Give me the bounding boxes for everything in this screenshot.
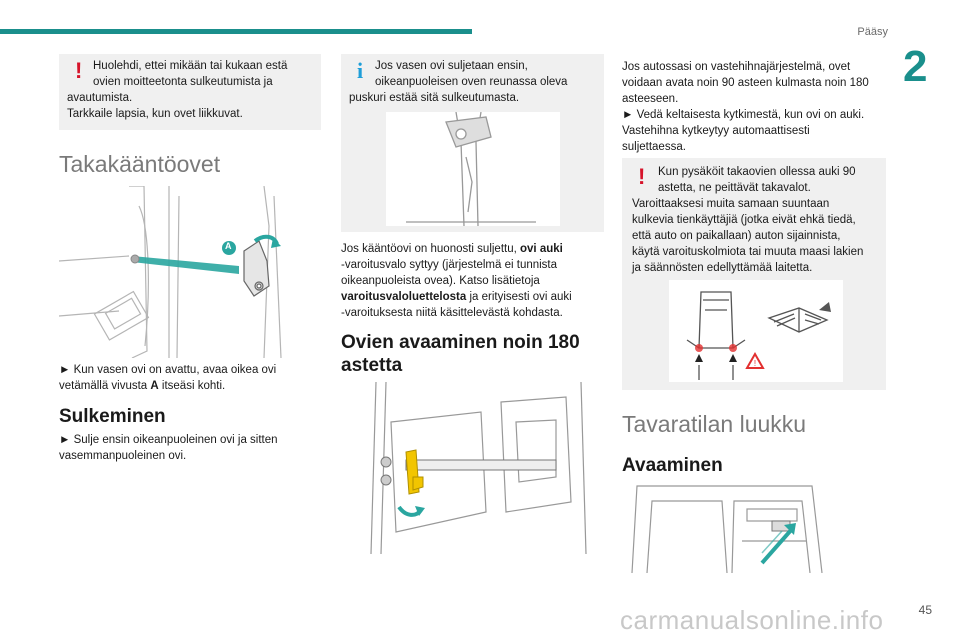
warning-box-obstruction bbox=[59, 54, 321, 130]
text-line: suljettaessa. bbox=[622, 141, 686, 153]
chapter-number: 2 bbox=[903, 42, 928, 91]
warning-line: astetta, ne peittävät takavalot. bbox=[658, 182, 811, 194]
warning-line: Varoittaaksesi muita samaan suuntaan bbox=[632, 198, 830, 210]
text-line: ► Kun vasen ovi on avattu, avaa oikea ovi bbox=[59, 364, 277, 376]
paragraph-closing bbox=[59, 432, 321, 464]
text-line: varoitusvaloluettelosta ja erityisesti ovi auki bbox=[341, 291, 572, 303]
info-box-bumper bbox=[341, 54, 604, 232]
text-line: ► Vedä keltaisesta kytkimestä, kun ovi on auki. bbox=[622, 109, 865, 121]
text-line: asteeseen. bbox=[622, 93, 679, 105]
text-line: -varoituksesta niitä käsittelevästä kohdasta. bbox=[341, 307, 563, 319]
info-line: puskuri estää sitä sulkeutumasta. bbox=[349, 92, 520, 104]
text-line: Jos autossasi on vastehihnajärjestelmä, ovet bbox=[622, 61, 851, 73]
text-line: vetämällä vivusta A itseäsi kohti. bbox=[59, 380, 226, 392]
paragraph-open-right-door bbox=[59, 362, 321, 394]
page-number: 45 bbox=[918, 603, 932, 617]
figure-hatch-opening bbox=[622, 481, 826, 573]
figure-warning-triangle-parking bbox=[669, 280, 843, 382]
heading-opening-180: Ovien avaaminen noin 180 astetta bbox=[341, 332, 580, 376]
section-title: Pääsy bbox=[857, 26, 888, 38]
warning-line: Huolehdi, ettei mikään tai kukaan estä bbox=[93, 60, 288, 72]
heading-opening-hatch: Avaaminen bbox=[622, 455, 723, 476]
warning-line: ovien moitteetonta sulkeutumista ja bbox=[93, 76, 273, 88]
warning-exclamation-icon: ! bbox=[638, 164, 646, 189]
info-line: oikeanpuoleisen oven reunassa oleva bbox=[375, 76, 568, 88]
text-line: Vastehihna kytkeytyy automaattisesti bbox=[622, 125, 810, 137]
door-bumper-illustration bbox=[386, 112, 560, 226]
paragraph-door-warning-light bbox=[341, 241, 604, 321]
figure-rear-door-lever bbox=[59, 186, 321, 358]
warning-line: käytä varoituskolmiota tai muuta maasi lakien bbox=[632, 246, 864, 258]
warning-line: että auto on paikallaan) auton sijainnista, bbox=[632, 230, 841, 242]
text-line: voidaan avata noin 90 asteen kulmasta noin 180 bbox=[622, 77, 869, 89]
warning-box-parking bbox=[622, 158, 886, 390]
parking-warning-illustration bbox=[669, 280, 843, 382]
warning-exclamation-icon: ! bbox=[75, 58, 83, 83]
warning-line: Kun pysäköit takaovien ollessa auki 90 bbox=[658, 166, 856, 178]
text-line: -varoitusvalo syttyy (järjestelmä ei tunnista bbox=[341, 259, 558, 271]
heading-closing: Sulkeminen bbox=[59, 406, 166, 427]
warning-line: ja säännösten edellyttämää laitetta. bbox=[632, 262, 813, 274]
svg-text:!: ! bbox=[753, 359, 757, 368]
warning-line: Tarkkaile lapsia, kun ovet liikkuvat. bbox=[67, 108, 243, 120]
strap-coupling-illustration bbox=[351, 382, 594, 554]
rear-door-lever-illustration bbox=[59, 186, 321, 358]
heading-luggage-hatch: Tavaratilan luukku bbox=[622, 411, 807, 437]
text-line: vasemmanpuoleinen ovi. bbox=[59, 450, 187, 462]
warning-line: avautumista. bbox=[67, 92, 133, 104]
watermark-text: carmanualsonline.info bbox=[620, 605, 884, 635]
header-accent-bar bbox=[0, 29, 472, 34]
text-line: Jos kääntöovi on huonosti suljettu, ovi auki bbox=[341, 243, 563, 255]
text-line: oikeanpuoleista ovea). Katso lisätietoja bbox=[341, 275, 540, 287]
info-line: Jos vasen ovi suljetaan ensin, bbox=[375, 60, 528, 72]
hatch-opening-illustration bbox=[622, 481, 826, 573]
text-line: ► Sulje ensin oikeanpuoleinen ovi ja sitten bbox=[59, 434, 278, 446]
figure-strap-coupling bbox=[351, 382, 594, 554]
heading-rear-doors: Takakääntöovet bbox=[59, 151, 221, 177]
figure-door-bumper bbox=[386, 112, 560, 226]
figure-label-a: A bbox=[225, 241, 232, 251]
paragraph-strap-system bbox=[622, 59, 887, 155]
info-icon: i bbox=[357, 58, 364, 83]
warning-line: kulkevia tienkäyttäjiä (jotka eivät ehkä tiedä, bbox=[632, 214, 856, 226]
